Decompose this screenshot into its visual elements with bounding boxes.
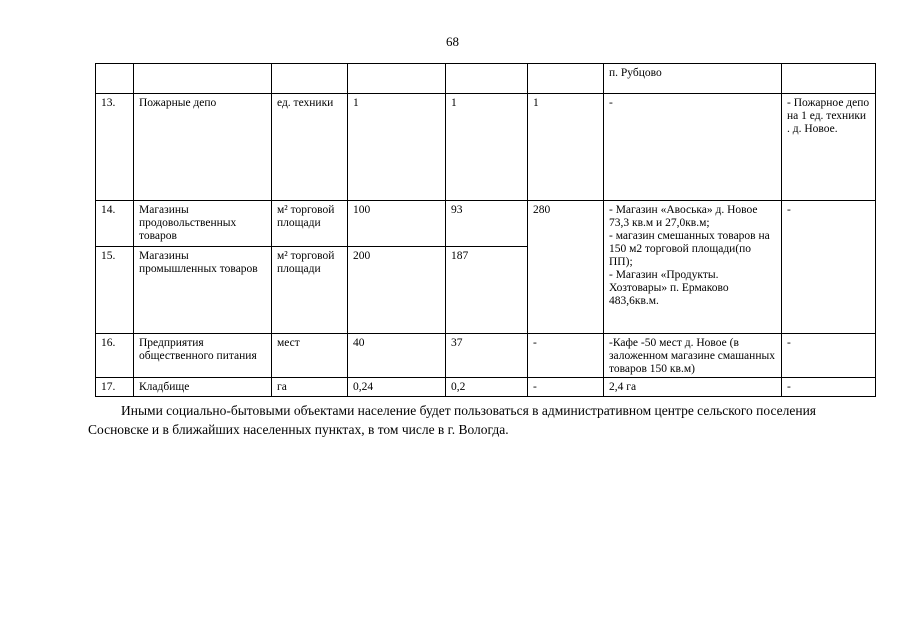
existing-value-cell: 0,2 — [446, 378, 528, 397]
closing-paragraph-text: Иными социально-бытовыми объектами население будет пользоваться в административном центре сельского поселения Сосновске и в ближайших населенных пунктах, в том числе в г. Вологда. — [88, 403, 817, 437]
facility-name-cell: Пожарные депо — [134, 94, 272, 201]
norm-value-cell: 100 — [348, 201, 446, 247]
table-row — [96, 201, 876, 247]
table-row — [96, 64, 876, 94]
planned-value-cell: 280 — [528, 201, 604, 334]
facility-name-cell: Магазины промышленных товаров — [134, 247, 272, 334]
row-number-cell: 15. — [96, 247, 134, 334]
planned-value-cell: - — [528, 334, 604, 378]
facilities-table — [95, 63, 876, 397]
unit-cell: мест — [272, 334, 348, 378]
planned-value-cell — [528, 64, 604, 94]
note-cell: - Пожарное депо на 1 ед. техники . д. Новое. — [782, 94, 876, 201]
row-number-cell: 16. — [96, 334, 134, 378]
location-cell: п. Рубцово — [604, 64, 782, 94]
location-cell: 2,4 га — [604, 378, 782, 397]
table-row — [96, 334, 876, 378]
facility-name-cell: Магазины продовольственных товаров — [134, 201, 272, 247]
location-cell: -Кафе -50 мест д. Новое (в заложенном магазине смашанных товаров 150 кв.м) — [604, 334, 782, 378]
table-row — [96, 378, 876, 397]
note-cell: - — [782, 201, 876, 334]
row-number-cell: 14. — [96, 201, 134, 247]
row-number-cell — [96, 64, 134, 94]
location-cell: - — [604, 94, 782, 201]
planned-value-cell: 1 — [528, 94, 604, 201]
unit-cell — [272, 64, 348, 94]
unit-cell: м² торговой площади — [272, 201, 348, 247]
norm-value-cell: 1 — [348, 94, 446, 201]
norm-value-cell: 40 — [348, 334, 446, 378]
row-number-cell: 13. — [96, 94, 134, 201]
note-cell — [782, 64, 876, 94]
facility-name-cell: Предприятия общественного питания — [134, 334, 272, 378]
row-number-cell: 17. — [96, 378, 134, 397]
existing-value-cell: 187 — [446, 247, 528, 334]
unit-cell: м² торговой площади — [272, 247, 348, 334]
norm-value-cell — [348, 64, 446, 94]
note-cell: - — [782, 334, 876, 378]
existing-value-cell: 37 — [446, 334, 528, 378]
note-cell: - — [782, 378, 876, 397]
existing-value-cell: 1 — [446, 94, 528, 201]
existing-value-cell: 93 — [446, 201, 528, 247]
existing-value-cell — [446, 64, 528, 94]
page-number: 68 — [446, 34, 459, 49]
unit-cell: га — [272, 378, 348, 397]
unit-cell: ед. техники — [272, 94, 348, 201]
planned-value-cell: - — [528, 378, 604, 397]
facility-name-cell: Кладбище — [134, 378, 272, 397]
norm-value-cell: 200 — [348, 247, 446, 334]
closing-paragraph — [88, 401, 848, 439]
facility-name-cell — [134, 64, 272, 94]
norm-value-cell: 0,24 — [348, 378, 446, 397]
location-cell: - Магазин «Авоська» д. Новое 73,3 кв.м и 27,0кв.м; - магазин смешанных товаров на 150 м2 торговой площади(по ПП); - Магазин «Продукты. Хозтовары» п. Ермаково 483,6кв.м. — [604, 201, 782, 334]
table-row — [96, 94, 876, 201]
